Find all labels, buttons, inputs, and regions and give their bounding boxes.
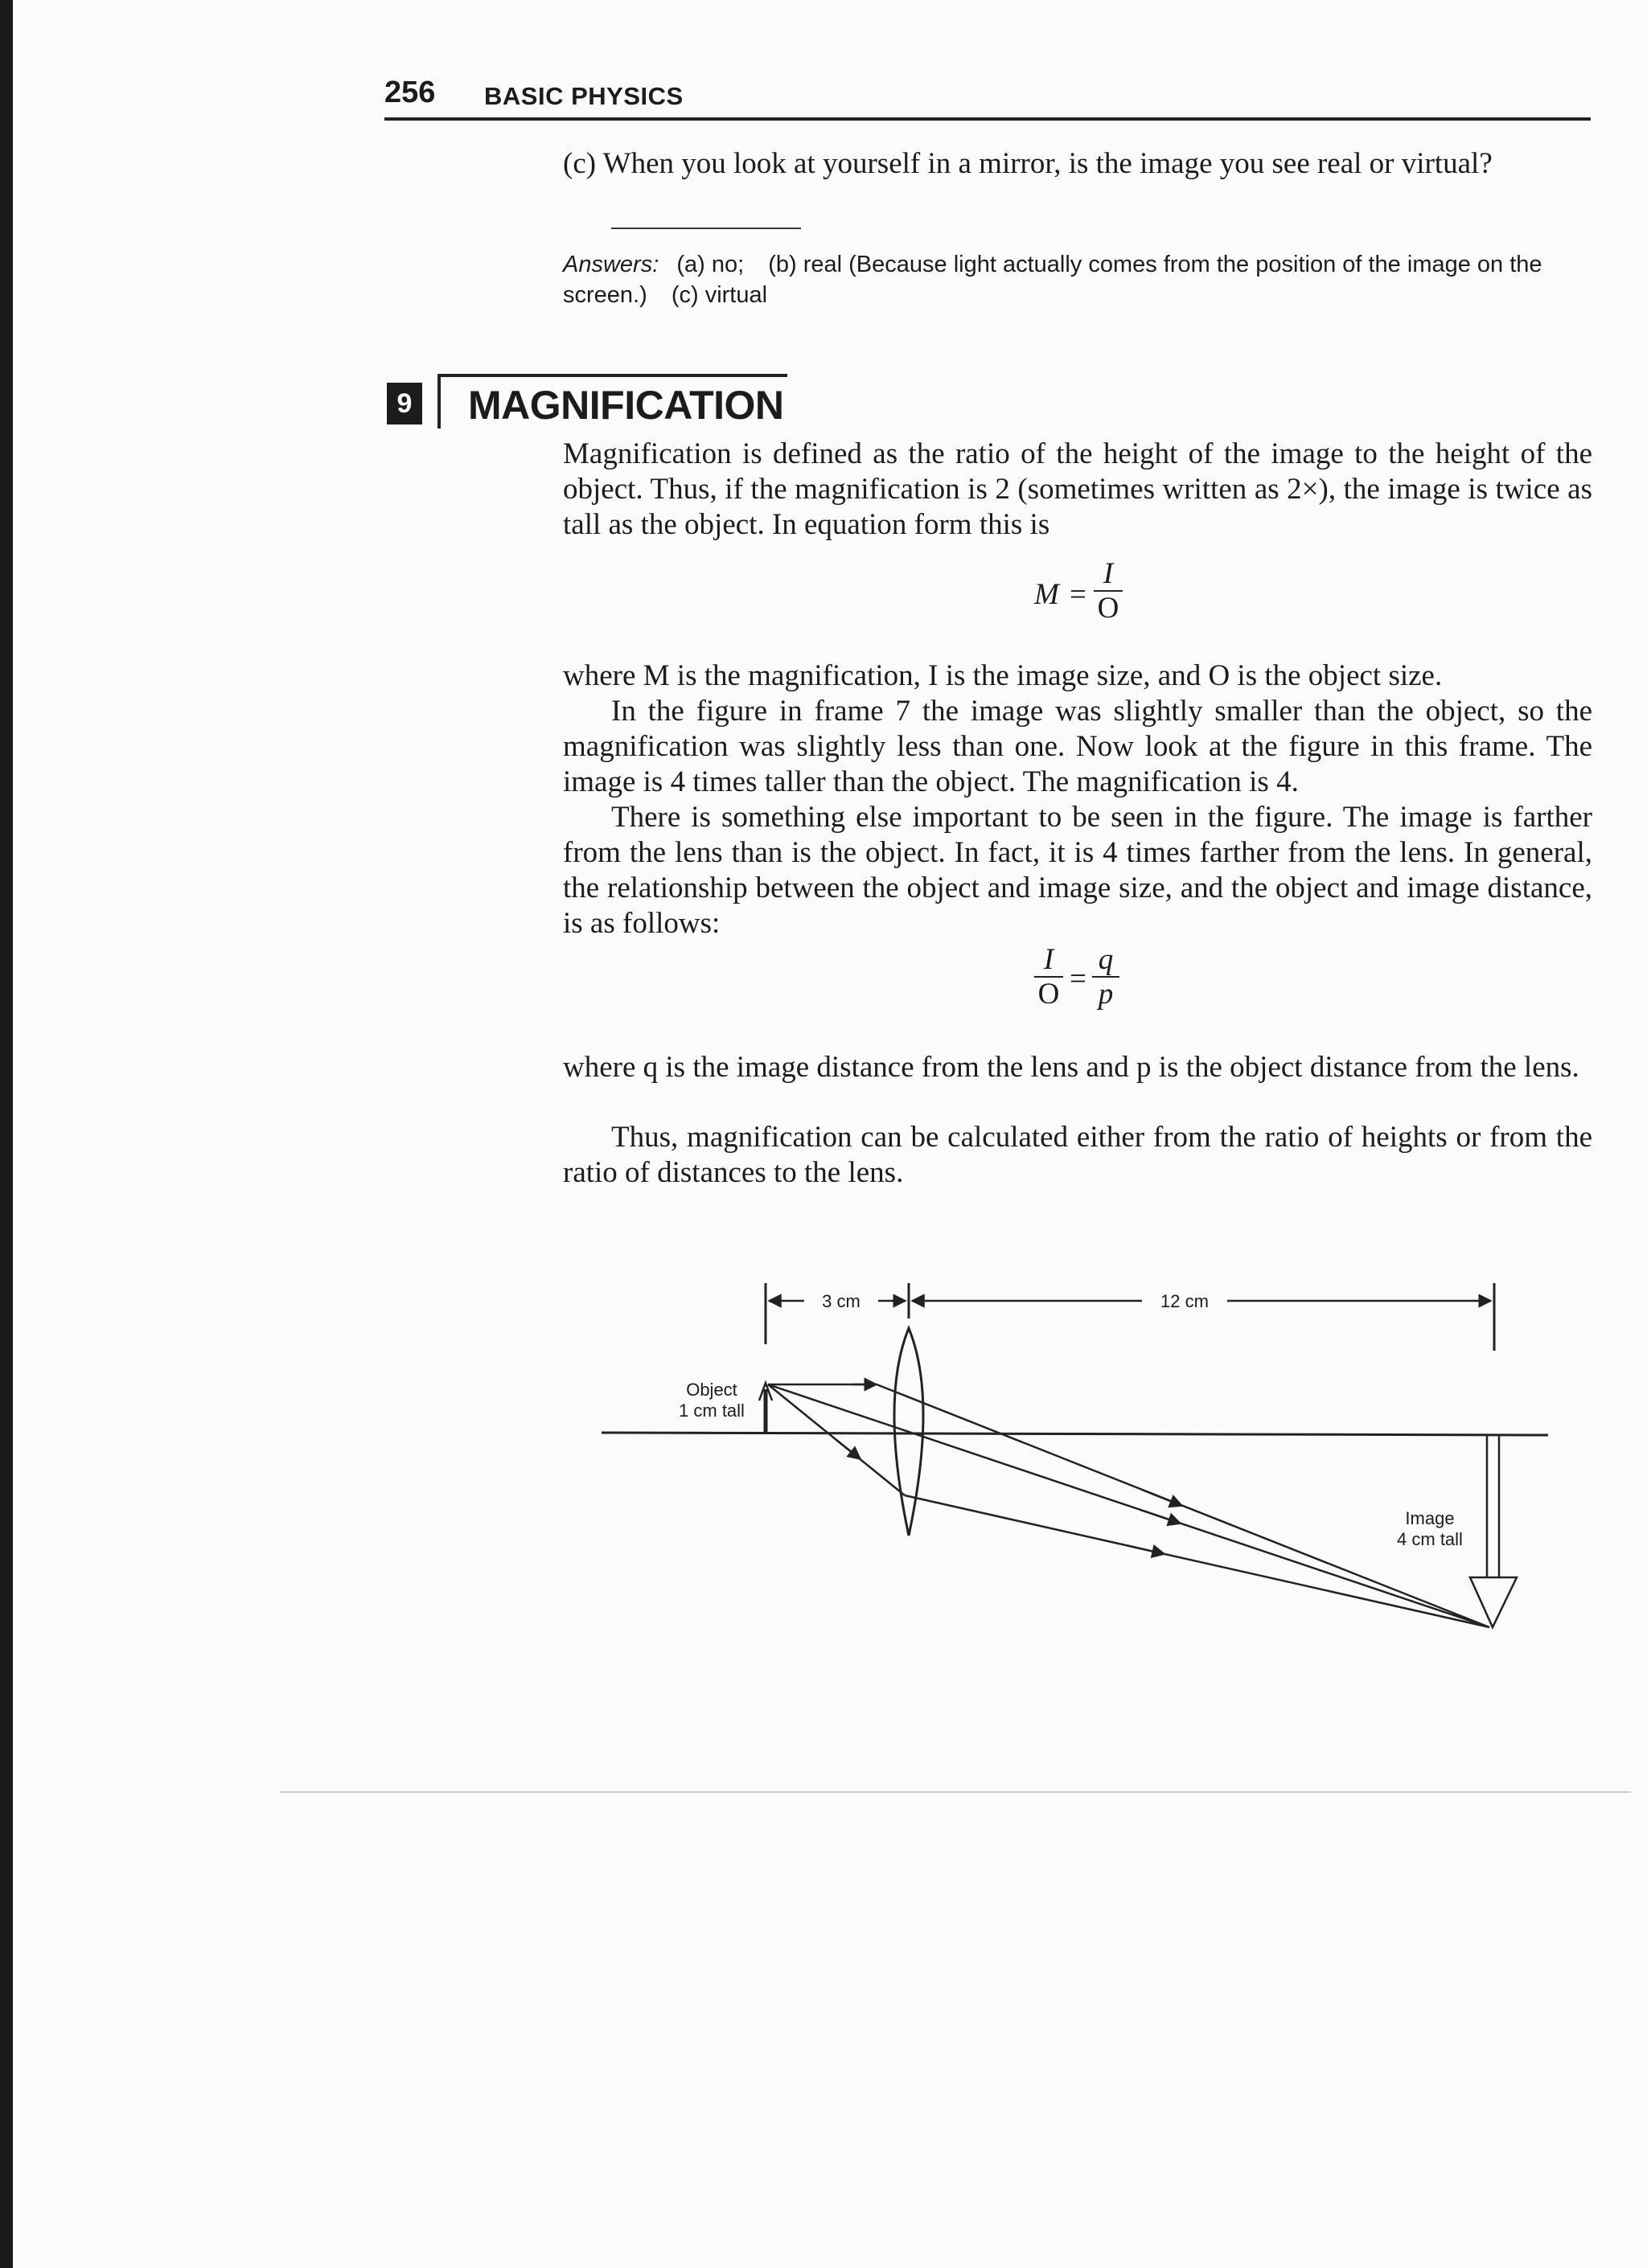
frame-number-badge: 9 xyxy=(387,383,422,424)
label-3cm: 3 cm xyxy=(822,1291,860,1311)
eq2-denominator-right: p xyxy=(1098,978,1114,1011)
ray-central-arrow xyxy=(1140,1510,1181,1524)
label-image-line1: Image xyxy=(1405,1508,1455,1528)
eq2-equals: = xyxy=(1070,962,1086,995)
eq1-equals: = xyxy=(1070,578,1086,611)
running-head: BASIC PHYSICS xyxy=(484,82,684,110)
eq2-right-fraction xyxy=(1092,944,1119,1011)
eq1-numerator: I xyxy=(1094,558,1123,592)
label-object-line1: Object xyxy=(686,1380,737,1400)
paragraph-qp: where q is the image distance from the lens and p is the object distance from the lens. xyxy=(563,1051,1579,1084)
paragraph-conclusion: Thus, magnification can be calculated either from the ratio of heights or from the ratio of distances to the lens. xyxy=(563,1121,1592,1189)
ray-focal-out xyxy=(905,1495,1489,1627)
label-object-line2: 1 cm tall xyxy=(679,1401,745,1421)
paragraph-definitions: where M is the magnification, I is the image size, and O is the object size. xyxy=(563,659,1443,692)
eq2-numerator-right: q xyxy=(1092,944,1119,978)
section-title: MAGNIFICATION xyxy=(437,374,787,429)
answer-c: (c) virtual xyxy=(671,282,768,308)
equation-magnification xyxy=(1029,558,1134,632)
label-12cm: 12 cm xyxy=(1160,1291,1209,1311)
question-c: (c) When you look at yourself in a mirror, is the image you see real or virtual? xyxy=(563,147,1493,180)
eq1-denominator: O xyxy=(1097,592,1119,625)
eq1-lhs: M xyxy=(1034,578,1059,611)
optical-axis xyxy=(602,1433,1548,1435)
answer-rule xyxy=(611,228,801,229)
label-image-line2: 4 cm tall xyxy=(1397,1529,1463,1549)
eq2-left-fraction xyxy=(1034,944,1063,1011)
paragraph-distance: There is something else important to be seen in the figure. The image is farther from the lens than is the object. In fact, it is 4 times farther from the lens. In general, the relationship between the object and image size, and the object and image distance, is as follows: xyxy=(563,801,1592,940)
ray-central xyxy=(768,1384,1489,1627)
ray-focal-arrow xyxy=(836,1440,860,1459)
paragraph-definition: Magnification is defined as the ratio of the height of the image to the height of the object. Thus, if the magnification is 2 (sometimes written as 2×), the image is twice as tall as the object. In equation form this is xyxy=(563,437,1592,541)
eq2-numerator-left: I xyxy=(1034,944,1063,978)
ray-parallel-out-arrow xyxy=(1142,1490,1182,1506)
page-header xyxy=(384,76,1591,121)
equation-ratio xyxy=(1034,944,1123,1018)
image-arrowhead xyxy=(1470,1577,1517,1627)
eq2-denominator-left: O xyxy=(1037,978,1060,1011)
scan-binding-edge xyxy=(0,0,13,2268)
scan-page-edge xyxy=(280,1791,1631,1793)
ray-focal-out-arrow xyxy=(1126,1545,1164,1554)
ray-parallel-out xyxy=(877,1384,1489,1627)
page-number: 256 xyxy=(384,76,436,109)
lens-ray-diagram xyxy=(595,1262,1560,1664)
answer-a: (a) no; xyxy=(676,252,745,277)
paragraph-frame7: In the figure in frame 7 the image was slightly smaller than the object, so the magnification was slightly less than one. Now look at the figure in this frame. The image is 4 times taller than the object. The magnification is 4. xyxy=(563,695,1592,798)
eq1-fraction xyxy=(1094,558,1123,625)
answer-b: (b) real (Because light actually comes from the position of the image on the screen.) xyxy=(563,252,1542,308)
answers-label: Answers: xyxy=(563,252,659,277)
answers-block xyxy=(563,249,1592,310)
